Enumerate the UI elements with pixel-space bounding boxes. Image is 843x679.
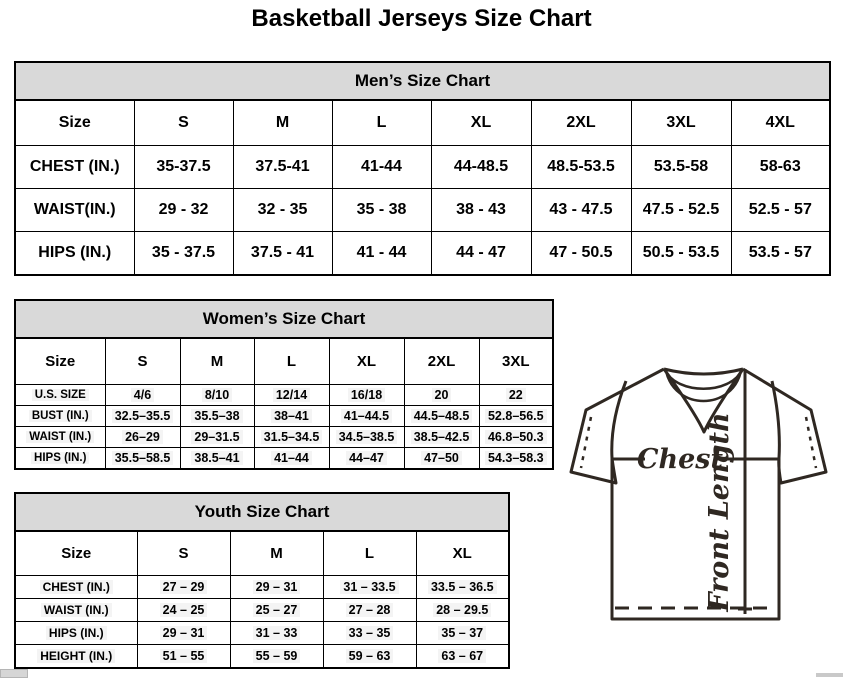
cell-text: 38.5–41 <box>191 451 242 465</box>
row-label-text: BUST (IN.) <box>29 410 92 422</box>
header-cell: Size <box>15 100 134 146</box>
table-row <box>15 146 830 189</box>
cell-text: 44.5–48.5 <box>411 409 473 423</box>
table-row <box>15 531 509 576</box>
data-cell <box>479 406 553 427</box>
data-cell: 48.5-53.5 <box>531 146 631 189</box>
data-cell <box>230 576 323 599</box>
table-row <box>15 300 553 338</box>
row-label <box>15 406 105 427</box>
cell-text: 26–29 <box>122 430 163 444</box>
front-length-measure-line <box>738 369 752 614</box>
data-cell <box>137 622 230 645</box>
table-row <box>15 406 553 427</box>
data-cell <box>479 385 553 406</box>
header-cell: M <box>233 100 332 146</box>
header-cell: XL <box>329 338 404 385</box>
data-cell: 35-37.5 <box>134 146 233 189</box>
data-cell <box>323 622 416 645</box>
mens-chart-title: Men’s Size Chart <box>15 62 830 100</box>
row-label-text: WAIST (IN.) <box>26 431 94 443</box>
womens-chart-title: Women’s Size Chart <box>15 300 553 338</box>
cell-text: 27 – 28 <box>346 603 394 617</box>
data-cell: 29 - 32 <box>134 189 233 232</box>
data-cell <box>137 576 230 599</box>
data-cell <box>329 427 404 448</box>
data-cell: 35 - 38 <box>332 189 431 232</box>
cell-text: 28 – 29.5 <box>433 603 491 617</box>
table-row <box>15 427 553 448</box>
header-cell: XL <box>416 531 509 576</box>
cell-text: 29 – 31 <box>253 580 301 594</box>
table-row <box>15 338 553 385</box>
row-label <box>15 448 105 470</box>
jersey-measurement-diagram <box>558 362 840 626</box>
cell-text: 35.5–38 <box>191 409 242 423</box>
data-cell <box>479 448 553 470</box>
data-cell: 53.5-58 <box>631 146 731 189</box>
cell-text: 41–44 <box>271 451 312 465</box>
cell-text: 31 – 33 <box>253 626 301 640</box>
data-cell <box>416 576 509 599</box>
data-cell: 32 - 35 <box>233 189 332 232</box>
table-row <box>15 448 553 470</box>
row-label: HIPS (IN.) <box>15 232 134 276</box>
cell-text: 35 – 37 <box>438 626 486 640</box>
header-cell: 4XL <box>731 100 830 146</box>
jersey-body-outline <box>612 458 779 619</box>
data-cell <box>416 622 509 645</box>
cell-text: 54.3–58.3 <box>485 451 547 465</box>
data-cell: 41-44 <box>332 146 431 189</box>
header-cell: XL <box>431 100 531 146</box>
data-cell <box>180 448 254 470</box>
table-row <box>15 100 830 146</box>
table-row <box>15 493 509 531</box>
front-length-label: Front Length <box>704 412 735 612</box>
table-row <box>15 599 509 622</box>
cell-text: 55 – 59 <box>253 649 301 663</box>
data-cell <box>254 427 329 448</box>
row-label <box>15 427 105 448</box>
cell-text: 38–41 <box>271 409 312 423</box>
cell-text: 4/6 <box>131 388 154 402</box>
cell-text: 20 <box>432 388 452 402</box>
data-cell <box>254 385 329 406</box>
cell-text: 31.5–34.5 <box>261 430 323 444</box>
cell-text: 16/18 <box>348 388 385 402</box>
chest-label: Chest <box>637 444 723 475</box>
cell-text: 24 – 25 <box>160 603 208 617</box>
row-label-text: CHEST (IN.) <box>40 580 113 594</box>
cell-text: 8/10 <box>202 388 232 402</box>
data-cell <box>323 599 416 622</box>
cell-text: 27 – 29 <box>160 580 208 594</box>
cell-text: 46.8–50.3 <box>485 430 547 444</box>
row-label <box>15 645 137 669</box>
cell-text: 59 – 63 <box>346 649 394 663</box>
data-cell: 47.5 - 52.5 <box>631 189 731 232</box>
cell-text: 29 – 31 <box>160 626 208 640</box>
row-label: CHEST (IN.) <box>15 146 134 189</box>
jersey-neckline <box>664 369 743 374</box>
data-cell <box>416 599 509 622</box>
data-cell: 35 - 37.5 <box>134 232 233 276</box>
data-cell <box>329 406 404 427</box>
data-cell <box>230 622 323 645</box>
table-row <box>15 622 509 645</box>
header-cell: Size <box>15 338 105 385</box>
row-label <box>15 599 137 622</box>
data-cell <box>105 427 180 448</box>
data-cell <box>416 645 509 669</box>
header-cell: S <box>137 531 230 576</box>
data-cell <box>105 406 180 427</box>
data-cell: 47 - 50.5 <box>531 232 631 276</box>
cell-text: 44–47 <box>346 451 387 465</box>
cell-text: 34.5–38.5 <box>336 430 398 444</box>
data-cell <box>180 385 254 406</box>
horizontal-scrollbar-fragment-left[interactable] <box>0 669 28 678</box>
data-cell <box>254 406 329 427</box>
data-cell <box>105 448 180 470</box>
header-cell: Size <box>15 531 137 576</box>
cell-text: 12/14 <box>273 388 310 402</box>
cell-text: 32.5–35.5 <box>112 409 174 423</box>
table-row <box>15 189 830 232</box>
data-cell: 53.5 - 57 <box>731 232 830 276</box>
data-cell: 43 - 47.5 <box>531 189 631 232</box>
header-cell: 3XL <box>631 100 731 146</box>
header-cell: M <box>230 531 323 576</box>
data-cell <box>254 448 329 470</box>
row-label <box>15 576 137 599</box>
data-cell <box>230 645 323 669</box>
data-cell <box>137 599 230 622</box>
table-row <box>15 576 509 599</box>
cell-text: 38.5–42.5 <box>411 430 473 444</box>
data-cell <box>329 448 404 470</box>
row-label-text: U.S. SIZE <box>32 389 89 401</box>
cell-text: 63 – 67 <box>438 649 486 663</box>
table-row <box>15 385 553 406</box>
data-cell <box>230 599 323 622</box>
data-cell: 38 - 43 <box>431 189 531 232</box>
data-cell: 37.5 - 41 <box>233 232 332 276</box>
jersey-right-sleeve <box>743 369 826 483</box>
data-cell: 44-48.5 <box>431 146 531 189</box>
youth-size-chart-table <box>14 492 510 669</box>
header-cell: L <box>254 338 329 385</box>
data-cell <box>404 427 479 448</box>
header-cell: M <box>180 338 254 385</box>
data-cell: 58-63 <box>731 146 830 189</box>
data-cell: 37.5-41 <box>233 146 332 189</box>
header-cell: S <box>105 338 180 385</box>
womens-size-chart-table <box>14 299 554 470</box>
row-label-text: HIPS (IN.) <box>31 452 89 464</box>
header-cell: 3XL <box>479 338 553 385</box>
data-cell: 52.5 - 57 <box>731 189 830 232</box>
header-cell: S <box>134 100 233 146</box>
data-cell <box>180 406 254 427</box>
data-cell <box>180 427 254 448</box>
data-cell: 50.5 - 53.5 <box>631 232 731 276</box>
cell-text: 52.8–56.5 <box>485 409 547 423</box>
row-label: WAIST(IN.) <box>15 189 134 232</box>
cell-text: 22 <box>506 388 526 402</box>
data-cell <box>137 645 230 669</box>
mens-size-chart-table <box>14 61 831 276</box>
data-cell <box>479 427 553 448</box>
jersey-right-armhole-seam <box>772 381 779 458</box>
data-cell <box>323 645 416 669</box>
data-cell <box>404 448 479 470</box>
header-cell: L <box>332 100 431 146</box>
cell-text: 41–44.5 <box>341 409 392 423</box>
cell-text: 33 – 35 <box>346 626 394 640</box>
row-label-text: HIPS (IN.) <box>46 626 107 640</box>
cell-text: 25 – 27 <box>253 603 301 617</box>
youth-chart-title: Youth Size Chart <box>15 493 509 531</box>
cell-text: 31 – 33.5 <box>340 580 398 594</box>
cell-text: 33.5 – 36.5 <box>428 580 497 594</box>
data-cell <box>404 406 479 427</box>
cell-text: 47–50 <box>421 451 462 465</box>
cell-text: 51 – 55 <box>160 649 208 663</box>
table-row <box>15 62 830 100</box>
page-title: Basketball Jerseys Size Chart <box>251 5 592 32</box>
data-cell <box>105 385 180 406</box>
cell-text: 35.5–58.5 <box>112 451 174 465</box>
header-cell: L <box>323 531 416 576</box>
data-cell <box>329 385 404 406</box>
data-cell: 44 - 47 <box>431 232 531 276</box>
cell-text: 29–31.5 <box>191 430 242 444</box>
row-label-text: HEIGHT (IN.) <box>37 649 115 663</box>
header-cell: 2XL <box>404 338 479 385</box>
data-cell <box>323 576 416 599</box>
row-label <box>15 385 105 406</box>
table-row <box>15 232 830 276</box>
horizontal-scrollbar-fragment-right[interactable] <box>816 673 843 677</box>
table-row <box>15 645 509 669</box>
data-cell: 41 - 44 <box>332 232 431 276</box>
row-label <box>15 622 137 645</box>
data-cell <box>404 385 479 406</box>
row-label-text: WAIST (IN.) <box>41 603 112 617</box>
header-cell: 2XL <box>531 100 631 146</box>
